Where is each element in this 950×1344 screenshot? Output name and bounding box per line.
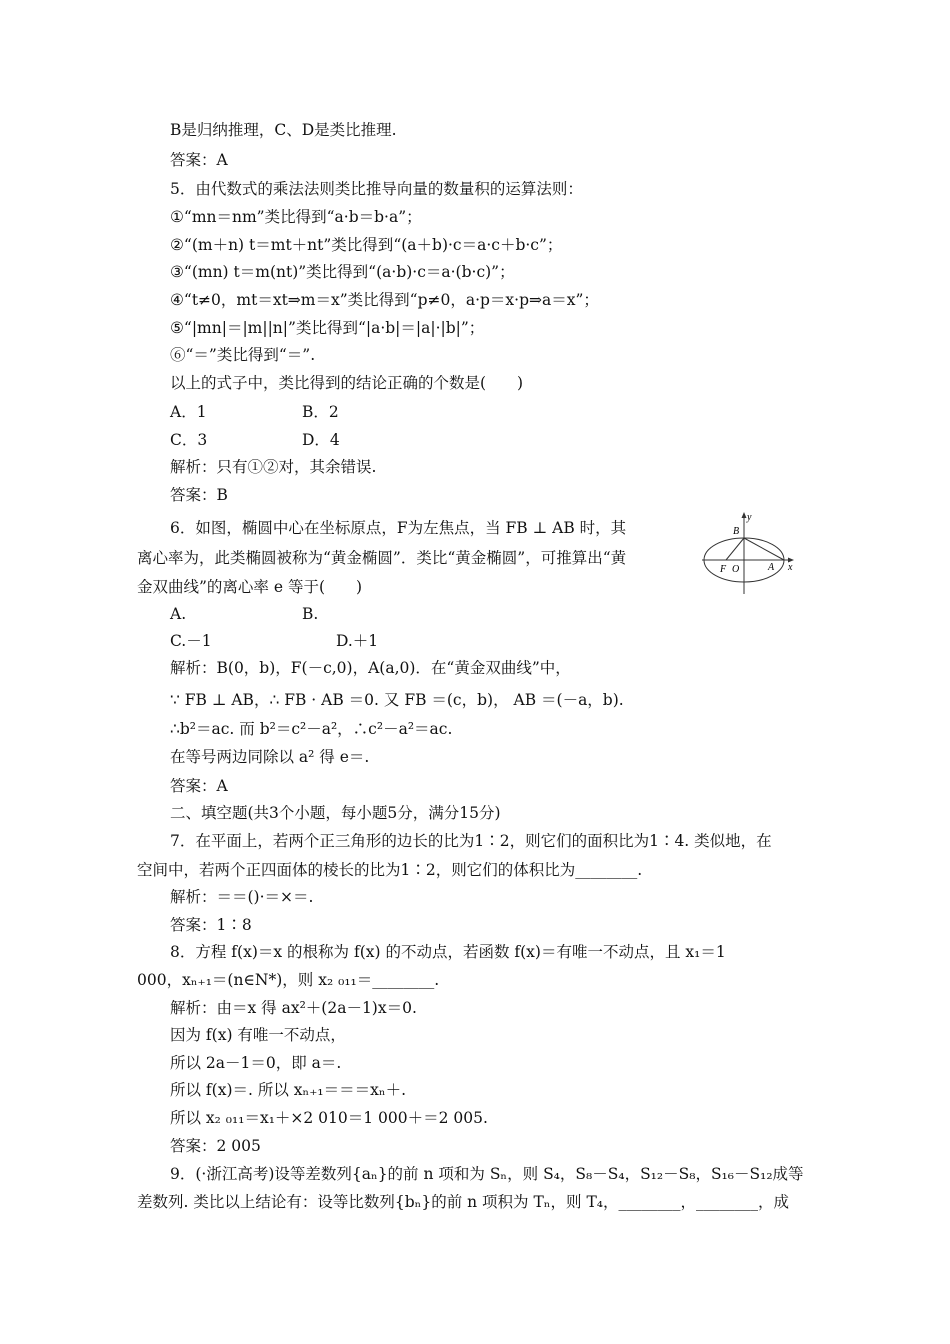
text-line: 离心率为，此类椭圆被称为“黄金椭圆”．类比“黄金椭圆”，可推算出“黄	[137, 549, 627, 567]
solution-line: 解析：＝＝()·＝×＝.	[170, 888, 314, 906]
text-line: ⑥“＝”类比得到“＝”.	[170, 346, 316, 364]
text-line: ②“(m＋n) t＝mt＋nt”类比得到“(a＋b)·c＝a·c＋b·c”；	[170, 236, 563, 254]
question-9: 9．(·浙江高考)设等差数列{aₙ}的前 n 项和为 Sₙ，则 S₄，S₈－S₄，S₁₂－S₈，S₁₆－S₁₂成等	[170, 1165, 804, 1183]
text-line: ③“(mn) t＝m(nt)”类比得到“(a·b)·c＝a·(b·c)”；	[170, 263, 515, 281]
figure-label-a: A	[768, 562, 775, 573]
solution-line: 在等号两边同除以 a² 得 e＝.	[170, 748, 370, 766]
option-b: B．2	[302, 403, 339, 421]
option-c: C．3	[170, 431, 208, 449]
text-line: ④“t≠0，mt＝xt⇒m＝x”类比得到“p≠0，a·p＝x·p⇒a＝x”；	[170, 291, 599, 309]
answer-line: 答案：1∶8	[170, 916, 252, 934]
answer-line: 答案：B	[170, 486, 228, 504]
answer-line: 答案：A	[170, 777, 228, 795]
option-a: A.	[170, 605, 187, 623]
text-line: 差数列. 类比以上结论有：设等比数列{bₙ}的前 n 项积为 Tₙ，则 T₄，________，________，成	[137, 1193, 789, 1211]
question-6: 6．如图，椭圆中心在坐标原点，F为左焦点，当 FB ⊥ AB 时，其	[170, 519, 627, 537]
answer-line: 答案：2 005	[170, 1137, 261, 1155]
option-d: D．4	[302, 431, 340, 449]
solution-line: 所以 x₂ ₀₁₁＝x₁＋×2 010＝1 000＋＝2 005.	[170, 1109, 488, 1127]
option-c: C.－1	[170, 632, 212, 650]
section-heading: 二、填空题(共3个小题，每小题5分，满分15分)	[170, 804, 501, 822]
option-a: A．1	[170, 403, 207, 421]
text-line: 空间中，若两个正四面体的棱长的比为1∶2，则它们的体积比为________.	[137, 861, 643, 879]
option-b: B.	[302, 605, 319, 623]
answer-line: 答案：A	[170, 151, 228, 169]
figure-label-o: O	[732, 564, 740, 575]
solution-line: 所以 2a－1＝0，即 a＝.	[170, 1054, 342, 1072]
solution-line: 解析：只有①②对，其余错误.	[170, 458, 377, 476]
solution-line: ∴b²＝ac. 而 b²＝c²－a²，∴c²－a²＝ac.	[170, 720, 453, 738]
text-line: ①“mn＝nm”类比得到“a·b＝b·a”；	[170, 208, 422, 226]
text-line: ⑤“|mn|＝|m||n|”类比得到“|a·b|＝|a|·|b|”；	[170, 319, 485, 337]
solution-line: 因为 f(x) 有唯一不动点，	[170, 1026, 346, 1044]
question-5: 5．由代数式的乘法法则类比推导向量的数量积的运算法则：	[170, 180, 583, 198]
figure-label-y: y	[747, 512, 752, 523]
option-d: D.＋1	[336, 632, 379, 650]
figure-label-f: F	[720, 564, 727, 575]
question-8: 8．方程 f(x)＝x 的根称为 f(x) 的不动点，若函数 f(x)＝有唯一不动点，且 x₁＝1	[170, 943, 726, 961]
figure-label-x: x	[788, 562, 793, 573]
solution-line: 解析：由＝x 得 ax²＋(2a－1)x＝0.	[170, 999, 417, 1017]
question-7: 7．在平面上，若两个正三角形的边长的比为1∶2，则它们的面积比为1∶4. 类似地，在	[170, 832, 772, 850]
solution-line: 所以 f(x)＝. 所以 xₙ₊₁＝＝＝xₙ＋.	[170, 1081, 406, 1099]
ellipse-figure	[700, 512, 800, 602]
figure-label-b: B	[733, 526, 740, 537]
solution-line: ∵ FB ⊥ AB，∴ FB · AB ＝0. 又 FB ＝(c，b)， AB ＝(－a，b).	[170, 691, 624, 709]
text-line: 金双曲线”的离心率 e 等于( )	[137, 578, 363, 596]
text-line: B是归纳推理，C、D是类比推理.	[170, 121, 397, 139]
text-line: 以上的式子中，类比得到的结论正确的个数是( )	[170, 374, 524, 392]
text-line: 000，xₙ₊₁＝(n∈N*)，则 x₂ ₀₁₁＝________.	[137, 971, 440, 989]
solution-line: 解析：B(0，b)，F(－c,0)，A(a,0)．在“黄金双曲线”中，	[170, 659, 571, 677]
